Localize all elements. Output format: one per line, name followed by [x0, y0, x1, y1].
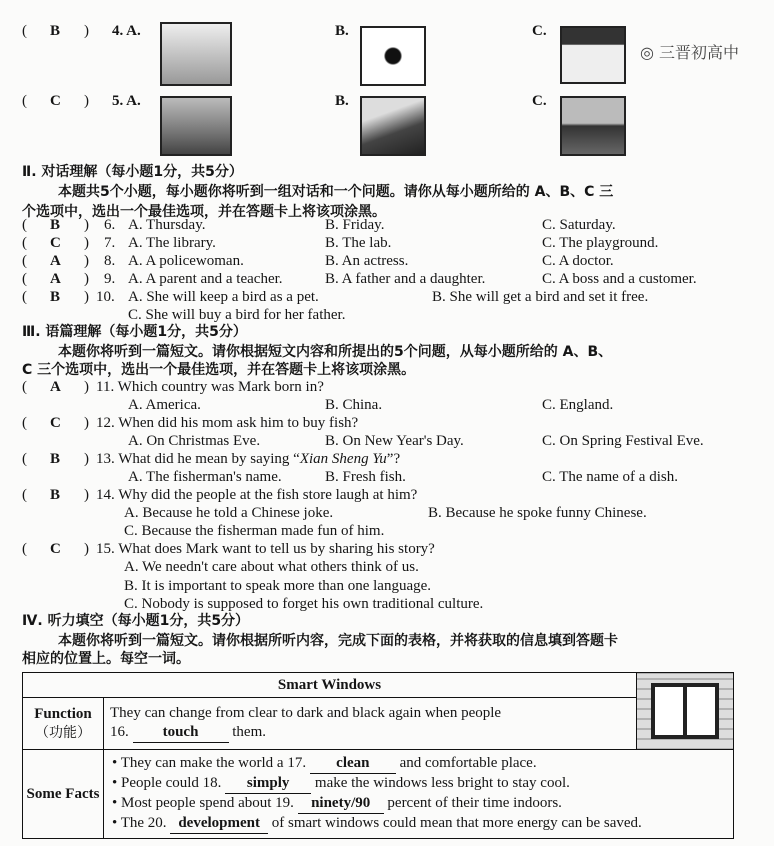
- function-label: Function: [34, 705, 92, 722]
- fact-text: percent of their time indoors.: [387, 795, 562, 811]
- option-c: C. The playground.: [542, 235, 659, 251]
- watermark-text: 三晋初高中: [659, 43, 740, 62]
- answer-paren-open: (: [22, 23, 27, 39]
- option-c: C. A boss and a customer.: [542, 271, 697, 287]
- answer-7.: C: [50, 235, 61, 251]
- q11-option-a: A. America.: [128, 397, 201, 413]
- answer-paren-close: ): [84, 235, 89, 251]
- function-label-cn: （功能）: [35, 724, 91, 741]
- q14-option-c: C. Because the fisherman made fun of him.: [124, 523, 385, 539]
- fact-item: [112, 754, 725, 774]
- q12-option-b: B. On New Year's Day.: [325, 433, 464, 449]
- answer-paren-open: (: [22, 487, 27, 503]
- answer-paren-open: (: [22, 541, 27, 557]
- answer-paren-close: ): [84, 487, 89, 503]
- fact-item: [112, 794, 725, 814]
- q10-num: 10.: [96, 289, 115, 305]
- section2-instruction-cont: 个选项中，选出一个最佳选项，并在答题卡上将该项涂黑。: [22, 204, 386, 220]
- section3-title: Ⅲ. 语篇理解（每小题1分，共5分）: [22, 324, 247, 340]
- fact-text: • People could 18.: [112, 775, 222, 791]
- answer-paren-close: ): [84, 23, 89, 39]
- q11-option-b: B. China.: [325, 397, 383, 413]
- answer-paren-open: (: [22, 415, 27, 431]
- q15-stem: 15. What does Mark want to tell us by sharing his story?: [96, 541, 435, 557]
- q10-answer: B: [50, 289, 61, 305]
- mountains-image: [360, 96, 426, 156]
- answer-paren-close: ): [84, 379, 89, 395]
- q4-c: C.: [532, 23, 547, 39]
- q13-option-c: C. The name of a dish.: [542, 469, 678, 485]
- q11-option-c: C. England.: [542, 397, 614, 413]
- q10-option-c: C. She will buy a bird for her father.: [128, 307, 346, 323]
- answer-q14: B: [50, 487, 61, 503]
- rain-cloud-image: [560, 26, 626, 84]
- answer-9.: A: [50, 271, 61, 287]
- option-b: B. Friday.: [325, 217, 385, 233]
- q5-num: 5. A.: [112, 93, 141, 109]
- q13-stem: 13. What did he mean by saying “Xian Sheng Yu”?: [96, 451, 401, 467]
- answer-paren-close: ): [84, 217, 89, 233]
- fact-text: • Most people spend about 19.: [112, 795, 294, 811]
- fact-answer: simply: [225, 774, 311, 794]
- window-illustration: [637, 673, 734, 750]
- answer-paren-open: (: [22, 253, 27, 269]
- q13-option-b: B. Fresh fish.: [325, 469, 406, 485]
- answer-q15: C: [50, 541, 61, 557]
- q4-answer: B: [50, 23, 61, 39]
- option-b: B. An actress.: [325, 253, 409, 269]
- option-c: C. A doctor.: [542, 253, 614, 269]
- answer-paren-close: ): [84, 415, 89, 431]
- q5-answer: C: [50, 93, 61, 109]
- q14-option-b: B. Because he spoke funny Chinese.: [428, 505, 647, 521]
- answer-paren-open: (: [22, 93, 27, 109]
- option-c: C. Saturday.: [542, 217, 616, 233]
- smart-windows-table: [22, 672, 734, 839]
- answer-6.: B: [50, 217, 61, 233]
- function-label-cell: [23, 698, 104, 750]
- question-number: 7.: [104, 235, 116, 251]
- answer-paren-open: (: [22, 451, 27, 467]
- q12-option-c: C. On Spring Festival Eve.: [542, 433, 704, 449]
- fact-answer: clean: [310, 754, 396, 774]
- fact-text: • They can make the world a 17.: [112, 755, 307, 771]
- section2-title: Ⅱ. 对话理解（每小题1分，共5分）: [22, 164, 243, 180]
- option-a: A. Thursday.: [128, 217, 206, 233]
- horse-bridge-image: [560, 96, 626, 156]
- answer-q11: A: [50, 379, 61, 395]
- q13-answer: B: [50, 451, 61, 467]
- q4-num: 4. A.: [112, 23, 141, 39]
- q15-option-c: C. Nobody is supposed to forget his own traditional culture.: [124, 596, 484, 612]
- answer-paren-open: (: [22, 289, 27, 305]
- q13-option-a: A. The fisherman's name.: [128, 469, 282, 485]
- facts-label: Some Facts: [23, 750, 104, 839]
- q12-option-a: A. On Christmas Eve.: [128, 433, 261, 449]
- answer-8.: A: [50, 253, 61, 269]
- q11-stem: 11. Which country was Mark born in?: [96, 379, 324, 395]
- tree-wind-image: [160, 22, 232, 86]
- answer-paren-open: (: [22, 217, 27, 233]
- question-number: 9.: [104, 271, 116, 287]
- q10-option-b: B. She will get a bird and set it free.: [432, 289, 649, 305]
- facts-cell: [104, 750, 734, 839]
- fact-text: and comfortable place.: [399, 755, 537, 771]
- window-icon: [651, 683, 719, 739]
- answer-paren-close: ): [84, 271, 89, 287]
- q14-option-a: A. Because he told a Chinese joke.: [124, 505, 334, 521]
- q12-stem: 12. When did his mom ask him to buy fish?: [96, 415, 359, 431]
- question-number: 6.: [104, 217, 116, 233]
- answer-paren-close: ): [84, 541, 89, 557]
- answer-paren-close: ): [84, 93, 89, 109]
- fact-item: [112, 774, 725, 794]
- watermark: ◎ 三晋初高中: [640, 43, 740, 62]
- q10-option-a: A. She will keep a bird as a pet.: [128, 289, 319, 305]
- option-a: A. A parent and a teacher.: [128, 271, 283, 287]
- blank-16-answer: touch: [133, 723, 229, 743]
- option-a: A. The library.: [128, 235, 216, 251]
- q5-c: C.: [532, 93, 547, 109]
- fact-answer: ninety/90: [298, 794, 384, 814]
- option-b: B. A father and a daughter.: [325, 271, 486, 287]
- q4-b: B.: [335, 23, 349, 39]
- fact-answer: development: [170, 814, 268, 834]
- question-number: 8.: [104, 253, 116, 269]
- answer-paren-open: (: [22, 235, 27, 251]
- function-text-1: They can change from clear to dark and black again when people: [110, 705, 502, 721]
- fact-text: • The 20.: [112, 815, 167, 831]
- fact-text: of smart windows could mean that more energy can be saved.: [271, 815, 642, 831]
- answer-paren-open: (: [22, 271, 27, 287]
- q5-b: B.: [335, 93, 349, 109]
- section3-instruction-cont: C 三个选项中，选出一个最佳选项，并在答题卡上将该项涂黑。: [22, 362, 416, 378]
- table-title: Smart Windows: [23, 673, 637, 698]
- option-b: B. The lab.: [325, 235, 392, 251]
- fact-item: [112, 814, 725, 834]
- function-text-2: them.: [232, 724, 266, 740]
- answer-q12: C: [50, 415, 61, 431]
- section3-instruction: 本题你将听到一篇短文。请你根据短文内容和所提出的5个问题，从每小题所给的 A、B、: [58, 344, 613, 360]
- q14-stem: 14. Why did the people at the fish store laugh at him?: [96, 487, 418, 503]
- fact-text: make the windows less bright to stay cool.: [314, 775, 570, 791]
- seaside-image: [160, 96, 232, 156]
- section4-instruction: 本题你将听到一篇短文。请你根据所听内容，完成下面的表格，并将获取的信息填到答题卡: [58, 633, 618, 649]
- answer-paren-close: ): [84, 253, 89, 269]
- blank-16-num: 16.: [110, 724, 129, 740]
- section4-title: Ⅳ. 听力填空（每小题1分，共5分）: [22, 613, 250, 629]
- section2-instruction: 本题共5个小题，每小题你将听到一组对话和一个问题。请你从每小题所给的 A、B、C 三: [58, 184, 614, 200]
- q15-option-a: A. We needn't care about what others think of us.: [124, 559, 419, 575]
- answer-paren-close: ): [84, 451, 89, 467]
- sun-image: [360, 26, 426, 86]
- answer-paren-open: (: [22, 379, 27, 395]
- option-a: A. A policewoman.: [128, 253, 244, 269]
- function-text: [104, 698, 637, 750]
- answer-paren-close: ): [84, 289, 89, 305]
- section4-instruction-cont: 相应的位置上。每空一词。: [22, 651, 190, 667]
- q15-option-b: B. It is important to speak more than one language.: [124, 578, 432, 594]
